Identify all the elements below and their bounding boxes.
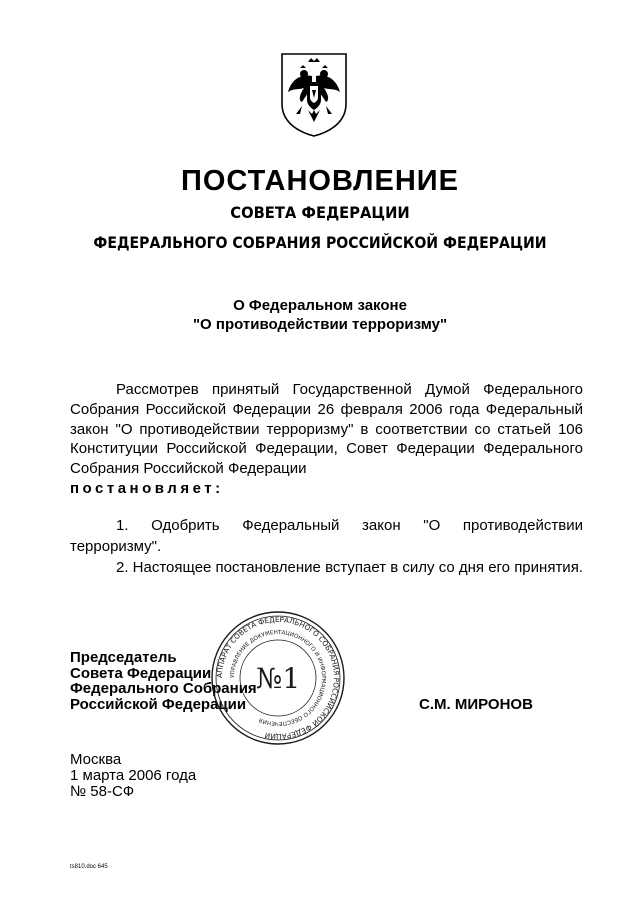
subject-line1: О Федеральном законе: [233, 297, 407, 314]
decree-item: 2. Настоящее постановление вступает в силу со дня его принятия.: [116, 559, 583, 576]
document-number: № 58-СФ: [70, 783, 135, 801]
signer-position-line: Совета Федерации: [70, 664, 212, 682]
city: Москва: [70, 751, 122, 768]
decree-item: 1. Одобрить Федеральный закон "О противодействии терроризму".: [70, 517, 583, 555]
document-title: ПОСТАНОВЛЕНИЕ: [181, 165, 459, 197]
subject-line2: "О противодействии терроризму": [192, 316, 448, 333]
decree-items: [70, 515, 583, 578]
signer-position-line: Российской Федерации: [70, 695, 247, 713]
coat-of-arms-icon: [278, 52, 350, 138]
decree-word: постановляет:: [70, 479, 224, 497]
issuing-body-line2: ФЕДЕРАЛЬНОГО СОБРАНИЯ РОССИЙСКОЙ ФЕДЕРАЦИИ: [93, 233, 547, 252]
official-stamp: [210, 610, 346, 746]
stamp-number: №1: [255, 662, 301, 695]
preamble-text: Рассмотрев принятый Государственной Думой Федерального Собрания Российской Федерации 26 февраля 2006 года Федеральный закон "О противодействии терроризму" в соответствии со статьей 106 Конституции Российской Федерации, Совет Федерации Федерального Собрания Российской Федерации: [70, 381, 583, 478]
signer-position-line: Федерального Собрания: [70, 680, 257, 698]
signer-name: С.М. МИРОНОВ: [419, 696, 533, 713]
preamble-paragraph: [70, 380, 583, 499]
stamp-inner-text: УПРАВЛЕНИЕ ДОКУМЕНТАЦИОННОГО И ИНФОРМАЦИОННОГО ОБЕСПЕЧЕНИЯ: [229, 629, 327, 727]
document-subject: [0, 296, 640, 334]
place-and-date: [70, 752, 196, 801]
issuing-body-line1: СОВЕТА ФЕДЕРАЦИИ: [230, 203, 410, 222]
signer-position-line: Председатель: [70, 649, 177, 666]
stamp-outer-text: АППАРАТ СОВЕТА ФЕДЕРАЛЬНОГО СОБРАНИЯ РОССИЙСКОЙ ФЕДЕРАЦИИ: [214, 614, 342, 742]
date: 1 марта 2006 года: [70, 767, 197, 785]
footer-file-info: ts810.doc 645: [70, 864, 108, 870]
